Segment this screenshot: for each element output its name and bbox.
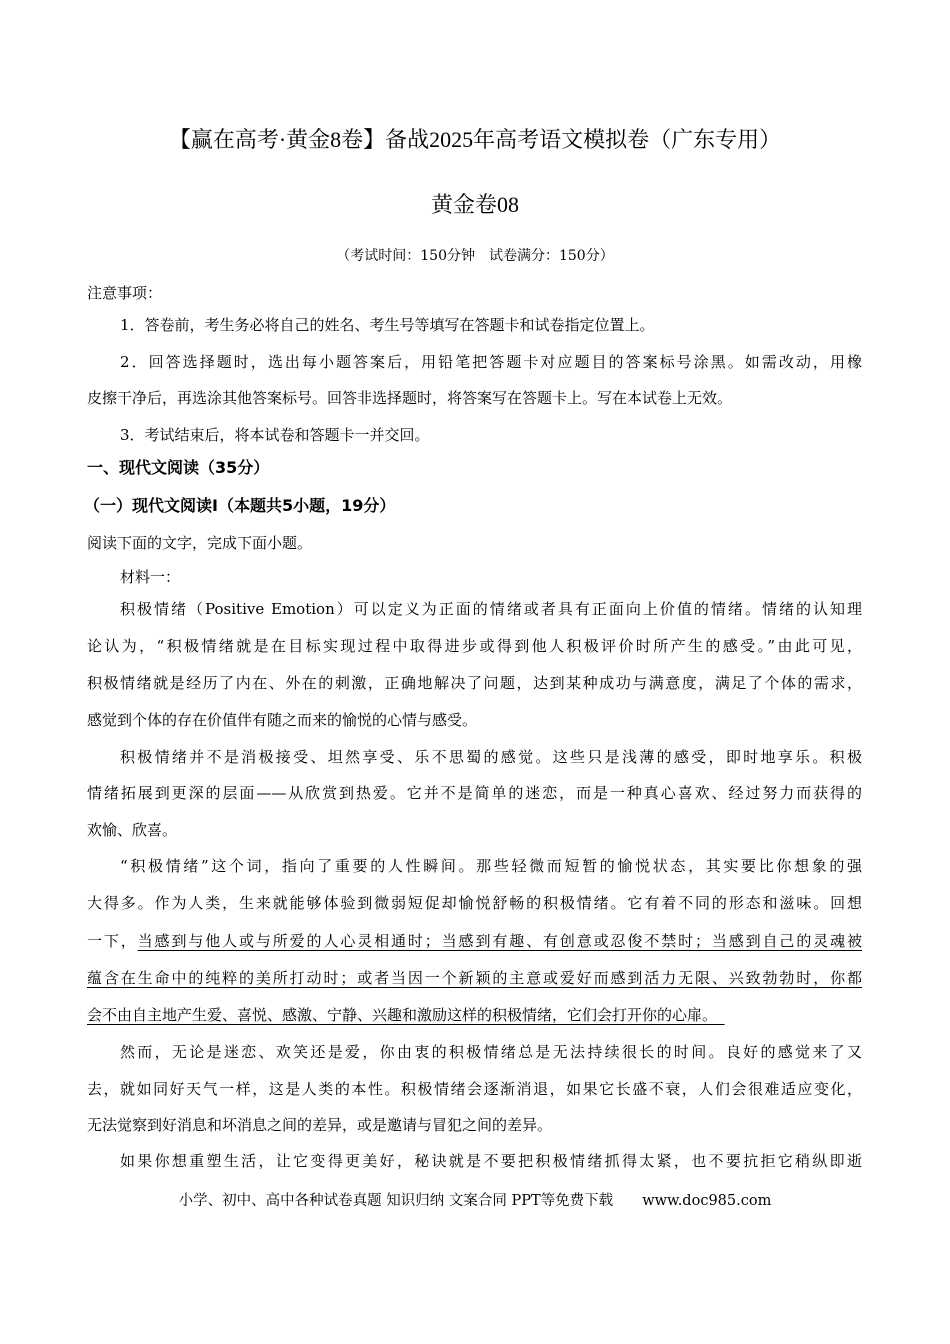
notes-heading: 注意事项： [87,284,163,302]
p4-line-3: 无法觉察到好消息和坏消息之间的差异，或是邀请与冒犯之间的差异。 [87,1116,553,1134]
exam-info: （考试时间：150分钟 试卷满分：150分） [336,248,614,264]
p3-line3-plain: 一下， [87,932,138,950]
footer [0,1191,950,1211]
p5-line-1: 如果你想重塑生活，让它变得更美好，秘诀就是不要把积极情绪抓得太紧，也不要抗拒它稍纵即逝 [120,1152,862,1170]
title: 【赢在高考·黄金8卷】备战2025年高考语文模拟卷（广东专用） [168,127,782,152]
p2-line-1: 积极情绪并不是消极接受、坦然享受、乐不思蜀的感觉。这些只是浅薄的感受，即时地享乐。积极 [120,748,862,766]
p2-line-2: 情绪拓展到更深的层面——从欣赏到热爱。它并不是简单的迷恋，而是一种真心喜欢、经过努力而获得的 [87,784,862,802]
p2-line-3: 欢愉、欣喜。 [87,821,178,839]
p3-line1: “积极情绪”这个词，指向了重要的人性瞬间。那些轻微而短暂的愉悦状态，其实要比你想象的强 [120,857,862,875]
note-item-1: 1．答卷前，考生务必将自己的姓名、考生号等填写在答题卡和试卷指定位置上。 [120,316,655,334]
section-heading: 一、现代文阅读（35分） [87,458,270,477]
underlined-text: 会不由自主地产生爱、喜悦、感激、宁静、兴趣和激励这样的积极情绪，它们会打开你的心扉。 [87,1006,710,1024]
underlined-text: 当感到与他人或与所爱的人心灵相通时；当感到有趣、有创意或忍俊不禁时；当感到自己的灵魂被 [137,932,862,950]
material-label: 材料一： [120,568,181,586]
p3-line5 [87,1005,862,1025]
subtitle: 黄金卷08 [430,192,519,217]
p4-line-2: 去，就如同好天气一样，这是人类的本性。积极情绪会逐渐消退，如果它长盛不衰，人们会很难适应变化， [87,1080,862,1098]
footer-text: 小学、初中、高中各种试卷真题 知识归纳 文案合同 PPT等免费下载 [178,1193,614,1209]
instruction: 阅读下面的文字，完成下面小题。 [87,534,313,552]
note-item-3: 3．考试结束后，将本试卷和答题卡一并交回。 [120,426,430,444]
note-item-2: 2．回答选择题时，选出每小题答案后，用铅笔把答题卡对应题目的答案标号涂黑。如需改动，用橡 [120,353,862,371]
note-item-2-cont: 皮擦干净后，再选涂其他答案标号。回答非选择题时，将答案写在答题卡上。写在本试卷上无效。 [87,389,733,407]
underlined-text: 蕴含在生命中的纯粹的美所打动时；或者当因一个新颖的主意或爱好而感到活力无限、兴致勃勃时，你都 [87,969,862,987]
p1-line-3: 积极情绪就是经历了内在、外在的刺激，正确地解决了问题，达到某种成功与满意度，满足了个体的需求， [87,674,862,692]
p1-line-4: 感觉到个体的存在价值伴有随之而来的愉悦的心情与感受。 [87,711,478,729]
footer-url[interactable]: www.doc985.com [642,1193,772,1209]
p3-line3 [87,931,862,951]
p4-line-1: 然而，无论是迷恋、欢笑还是爱，你由衷的积极情绪总是无法持续很长的时间。良好的感觉来了又 [120,1043,862,1061]
p3-line2: 大得多。作为人类，生来就能够体验到微弱短促却愉悦舒畅的积极情绪。它有着不同的形态和滋味。回想 [87,894,862,912]
p1-line-1: 积极情绪（Positive Emotion）可以定义为正面的情绪或者具有正面向上价值的情绪。情绪的认知理 [120,600,862,618]
section-subheading: （一）现代文阅读Ⅰ（本题共5小题，19分） [84,496,396,515]
p1-line-2: 论认为，“积极情绪就是在目标实现过程中取得进步或得到他人积极评价时所产生的感受。”由此可见， [87,637,862,655]
p3-line4 [87,968,862,988]
